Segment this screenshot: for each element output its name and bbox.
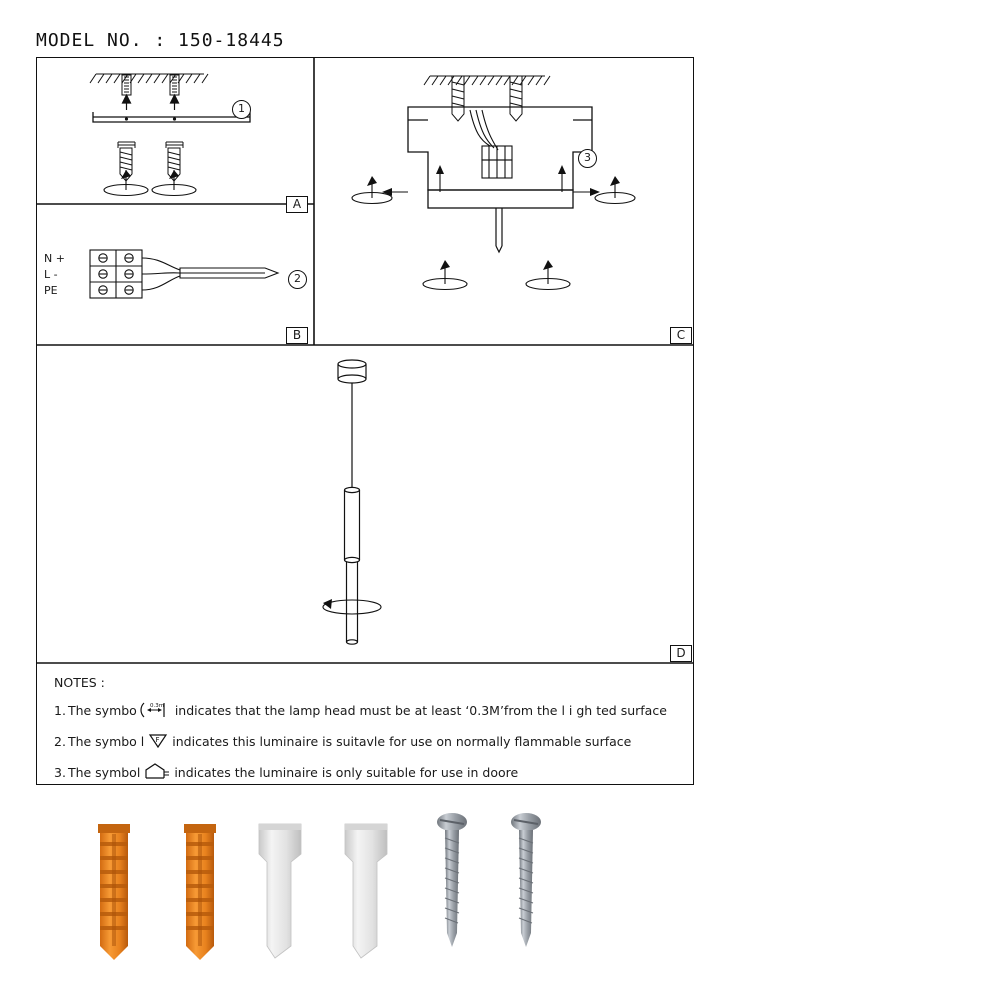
note-3-text-before: The symbol	[67, 764, 141, 780]
panel-tag-c: C	[670, 327, 692, 344]
note-1-index: 1.	[54, 702, 66, 718]
notes-heading: NOTES :	[54, 675, 105, 690]
note-item-1	[54, 700, 680, 720]
step-number-2: 2	[288, 270, 307, 289]
note-1-text-after: indicates that the lamp head must be at least ‘0.3M’from the l i gh ted surface	[174, 702, 667, 718]
indoor-use-icon	[142, 762, 172, 782]
note-2-index: 2.	[54, 733, 66, 749]
wall-plug-orange-1	[90, 820, 150, 965]
wall-plug-white-2	[339, 818, 409, 966]
svg-text:0.3m: 0.3m	[149, 703, 164, 709]
flammable-surface-icon	[146, 731, 170, 751]
wall-plug-orange-2	[176, 820, 236, 965]
terminal-label-n: N +	[44, 252, 65, 265]
distance-0.3m-icon	[139, 700, 173, 720]
step-number-1: 1	[232, 100, 251, 119]
panel-b-drawing	[60, 240, 290, 320]
note-1-text-before: The symbo	[67, 702, 137, 718]
step-number-3: 3	[578, 149, 597, 168]
screw-2	[502, 808, 552, 958]
panel-a-drawing	[60, 62, 290, 202]
panel-tag-a: A	[286, 196, 308, 213]
svg-text:F: F	[155, 736, 160, 744]
note-2-text-after: indicates this luminaire is suitavle for use on normally flammable surface	[172, 733, 632, 749]
terminal-label-l: L -	[44, 268, 58, 281]
wall-plug-white-1	[253, 818, 323, 966]
screw-1	[428, 808, 478, 958]
note-3-index: 3.	[54, 764, 66, 780]
note-item-3	[54, 762, 680, 782]
panel-d-drawing	[300, 352, 440, 652]
notes-section	[36, 663, 694, 785]
panel-tag-b: B	[286, 327, 308, 344]
page-title: MODEL NO. : 150-18445	[36, 30, 285, 51]
note-3-text-after: indicates the luminaire is only suitable for use in doore	[174, 764, 519, 780]
note-item-2	[54, 731, 680, 751]
panel-tag-d: D	[670, 645, 692, 662]
note-2-text-before: The symbo l	[67, 733, 145, 749]
panel-c-drawing	[330, 62, 675, 322]
terminal-label-pe: PE	[44, 284, 58, 297]
hardware-parts	[90, 808, 590, 973]
